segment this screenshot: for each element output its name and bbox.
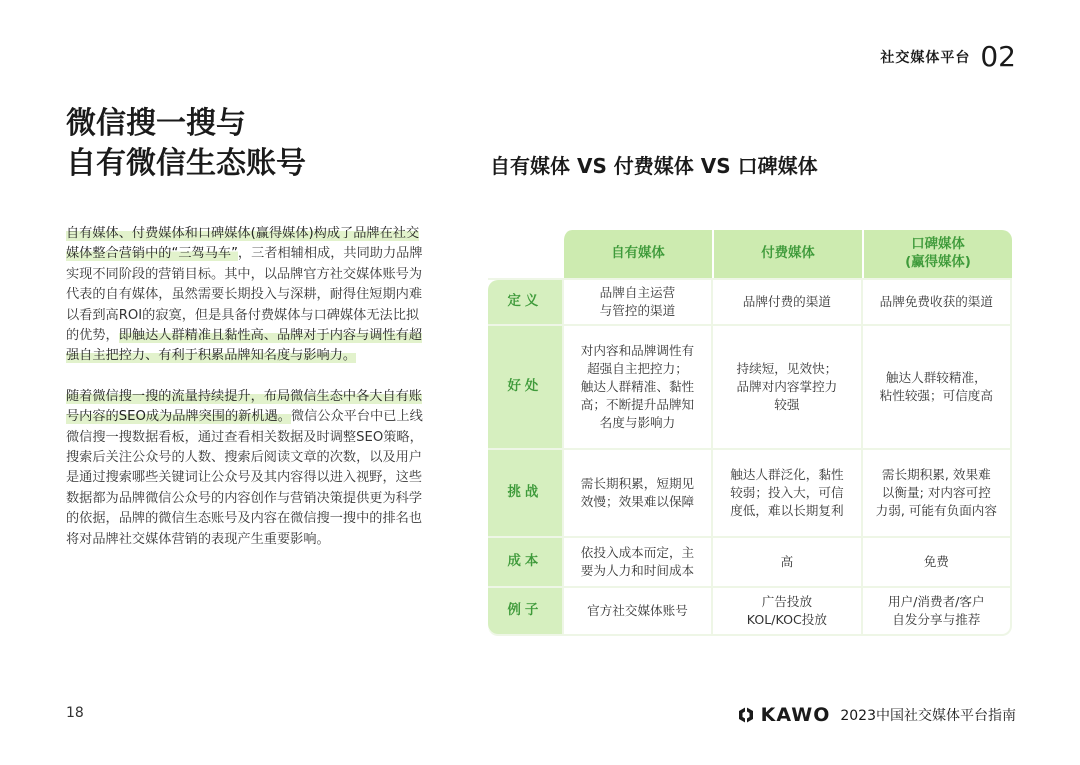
column-header-earned-media: 口碑媒体 (赢得媒体)	[862, 230, 1012, 278]
table-row	[488, 536, 1010, 586]
table-cell: 用户/消费者/客户 自发分享与推荐	[861, 588, 1010, 634]
table-cell: 需长期积累，短期见 效慢；效果难以保障	[562, 450, 711, 536]
page-title-line-2: 自有微信生态账号	[66, 146, 306, 181]
page-title-line-1: 微信搜一搜与	[66, 106, 246, 141]
table-corner	[488, 230, 562, 278]
table-cell: 依投入成本而定，主 要为人力和时间成本	[562, 538, 711, 586]
page-number: 18	[66, 705, 84, 721]
row-label-benefits: 好处	[488, 326, 562, 448]
table-cell: 持续短，见效快； 品牌对内容掌控力 较强	[711, 326, 860, 448]
body-text	[66, 224, 430, 570]
table-header-row	[488, 230, 1012, 278]
table-row	[488, 586, 1010, 634]
body-p1-segment-1: 自有媒体、付费媒体和口碑媒体(赢得媒体)构成了品牌在社交媒体整合营销中的“三驾马车”	[66, 226, 420, 262]
body-paragraph-2	[66, 387, 430, 550]
row-label-challenges: 挑战	[488, 450, 562, 536]
table-cell: 免费	[861, 538, 1010, 586]
table-row	[488, 278, 1010, 324]
table-cell: 触达人群泛化，黏性 较弱；投入大，可信 度低，难以长期复利	[711, 450, 860, 536]
body-p2-segment-1: 随着微信搜一搜的流量持续提升，布局微信生态中各大自有账号内容的SEO成为品牌突围的新机遇。	[66, 388, 423, 425]
table-cell: 高	[711, 538, 860, 586]
body-p1-segment-2: ，三者相辅相成，共同助力品牌实现不同阶段的营销目标。其中，以品牌官方社交媒体账号为代表的自有媒体，虽然需要长期投入与深耕，耐得住短期内难以看到高ROI的寂寞，但是具备付费媒体与口碑媒体无法比拟的优势，	[66, 246, 423, 344]
table-cell: 品牌付费的渠道	[711, 280, 860, 324]
table-cell: 对内容和品牌调性有 超强自主把控力； 触达人群精准、黏性 高；不断提升品牌知 名度与影响力	[562, 326, 711, 448]
footer-brand	[737, 704, 1016, 726]
body-p2-segment-2: 微信公众平台中已上线微信搜一搜数据看板，通过查看相关数据及时调整SEO策略，搜索后关注公众号的人数、搜索后阅读文章的次数，以及用户是通过搜索哪些关键词让公众号及其内容得以进入视野，这些数据都为品牌微信公众号的内容创作与营销决策提供更为科学的依据，品牌的微信生态账号及内容在微信搜一搜中的排名也将对品牌社交媒体营销的表现产生重要影响。	[66, 409, 423, 547]
row-label-examples: 例子	[488, 588, 562, 634]
body-p1-segment-3: 即触达人群精准且黏性高、品牌对于内容与调性有超强自主把控力、有利于积累品牌知名度与影响力。	[66, 328, 423, 364]
table-cell: 需长期积累, 效果难 以衡量; 对内容可控 力弱, 可能有负面内容	[861, 450, 1010, 536]
section-label: 社交媒体平台	[880, 49, 971, 66]
table-title: 自有媒体 VS 付费媒体 VS 口碑媒体	[490, 154, 818, 178]
row-label-cost: 成本	[488, 538, 562, 586]
brand-name: KAWO	[760, 704, 831, 726]
column-header-owned-media: 自有媒体	[562, 230, 712, 278]
table-cell: 官方社交媒体账号	[562, 588, 711, 634]
table-row	[488, 448, 1010, 536]
table-row	[488, 324, 1010, 448]
table-body	[488, 278, 1012, 636]
table-cell: 广告投放 KOL/KOC投放	[711, 588, 860, 634]
section-number: 02	[980, 40, 1016, 73]
column-header-paid-media: 付费媒体	[712, 230, 862, 278]
table-cell: 品牌自主运营 与管控的渠道	[562, 280, 711, 324]
section-header	[880, 40, 1016, 73]
page-title	[66, 104, 306, 184]
row-label-definition: 定义	[488, 280, 562, 324]
kawo-logo-icon	[737, 706, 755, 724]
comparison-table	[488, 230, 1012, 636]
table-cell: 品牌免费收获的渠道	[861, 280, 1010, 324]
guide-title: 2023中国社交媒体平台指南	[840, 708, 1016, 724]
body-paragraph-1	[66, 224, 430, 367]
table-cell: 触达人群较精准， 粘性较强；可信度高	[861, 326, 1010, 448]
